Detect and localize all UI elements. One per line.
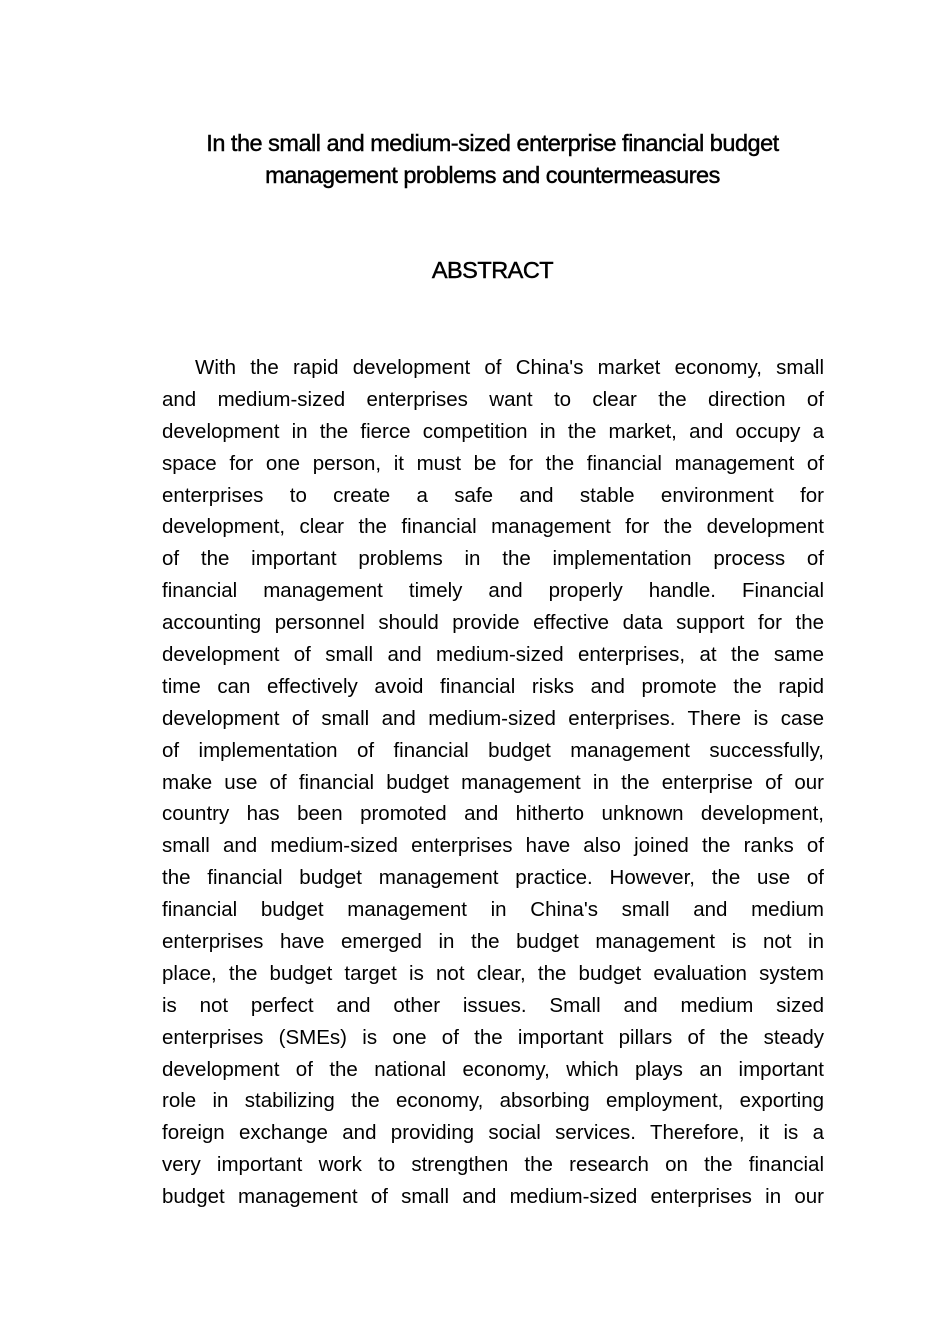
document-title-line-1: In the small and medium-sized enterprise financial budget bbox=[206, 130, 779, 156]
abstract-line: enterprises to create a safe and stable environment for bbox=[162, 483, 824, 507]
abstract-line: development, clear the financial management for the development bbox=[162, 515, 824, 539]
abstract-line: and medium-sized enterprises want to clear the direction of bbox=[162, 387, 824, 411]
abstract-line: country has been promoted and hitherto unknown development, bbox=[162, 802, 824, 826]
abstract-line: development of small and medium-sized enterprises. There is case bbox=[162, 706, 824, 730]
abstract-line: place, the budget target is not clear, the budget evaluation system bbox=[162, 961, 824, 985]
abstract-line: very important work to strengthen the research on the financial bbox=[162, 1153, 824, 1177]
abstract-line: time can effectively avoid financial risks and promote the rapid bbox=[162, 674, 824, 698]
abstract-line: development of small and medium-sized enterprises, at the same bbox=[162, 643, 824, 667]
abstract-heading: ABSTRACT bbox=[431, 257, 554, 283]
abstract-line: small and medium-sized enterprises have also joined the ranks of bbox=[162, 834, 824, 858]
abstract-line: the financial budget management practice. However, the use of bbox=[162, 866, 824, 890]
document-title bbox=[150, 127, 835, 191]
abstract-line: enterprises (SMEs) is one of the important pillars of the steady bbox=[162, 1025, 824, 1049]
abstract-line: budget management of small and medium-sized enterprises in our bbox=[162, 1185, 824, 1209]
abstract-line: With the rapid development of China's market economy, small bbox=[195, 356, 824, 379]
abstract-body bbox=[162, 352, 824, 1213]
abstract-line: role in stabilizing the economy, absorbing employment, exporting bbox=[162, 1089, 824, 1113]
abstract-line: make use of financial budget management in the enterprise of our bbox=[162, 770, 824, 794]
abstract-line: foreign exchange and providing social services. Therefore, it is a bbox=[162, 1121, 824, 1145]
abstract-line: is not perfect and other issues. Small and medium sized bbox=[162, 993, 824, 1017]
abstract-line: financial budget management in China's small and medium bbox=[162, 898, 824, 922]
abstract-line: accounting personnel should provide effective data support for the bbox=[162, 611, 824, 635]
abstract-line: development of the national economy, which plays an important bbox=[162, 1057, 824, 1081]
abstract-line: of the important problems in the implementation process of bbox=[162, 547, 824, 571]
abstract-line: development in the fierce competition in the market, and occupy a bbox=[162, 419, 824, 443]
document-title-line-2: management problems and countermeasures bbox=[265, 162, 720, 188]
abstract-line: financial management timely and properly handle. Financial bbox=[162, 579, 824, 603]
abstract-line: of implementation of financial budget management successfully, bbox=[162, 738, 824, 762]
abstract-line: space for one person, it must be for the financial management of bbox=[162, 451, 824, 475]
abstract-line: enterprises have emerged in the budget management is not in bbox=[162, 930, 824, 954]
